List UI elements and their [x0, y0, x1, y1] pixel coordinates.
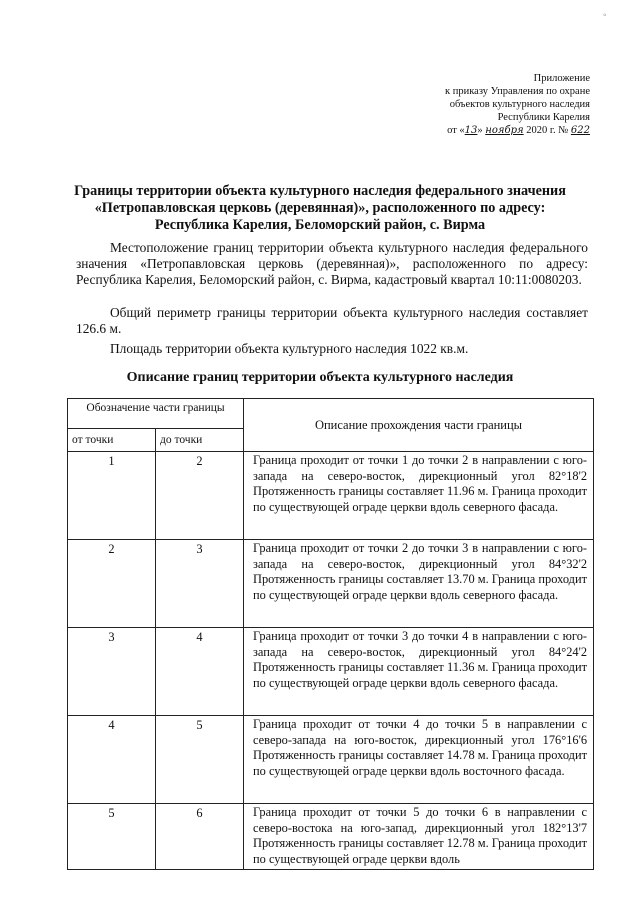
row-to: 3 [156, 540, 244, 628]
table-row [68, 628, 594, 716]
corner-mark: ◦ [603, 10, 607, 21]
table-row [68, 804, 594, 870]
row-from: 3 [68, 628, 156, 716]
appendix-date-line [330, 124, 590, 137]
section-subtitle: Описание границ территории объекта культурного наследия [126, 370, 514, 385]
row-from: 5 [68, 804, 156, 870]
title-line: «Петропавловская церковь (деревянная)», расположенного по адресу: [94, 200, 546, 216]
boundary-table [67, 398, 594, 870]
row-description: Граница проходит от точки 1 до точки 2 в направлении с юго-запада на северо-восток, дирекционный угол 82°18'2 Протяженность границы составляет 11.96 м. Граница проходит по существующей ограде церкви вдоль северного фасада. [244, 452, 594, 540]
row-from: 1 [68, 452, 156, 540]
header-description: Описание прохождения части границы [244, 399, 594, 452]
title-line: Республика Карелия, Беломорский район, с. Вирма [154, 217, 486, 233]
header-group: Обозначение части границы [68, 399, 244, 429]
row-from: 2 [68, 540, 156, 628]
date-mid: » [477, 125, 486, 136]
row-description: Граница проходит от точки 3 до точки 4 в направлении с юго-запада на северо-восток, дирекционный угол 84°24'2 Протяженность границы составляет 11.36 м. Граница проходит по существующей ограде церкви вдоль северного фасада. [244, 628, 594, 716]
order-number: 622 [570, 125, 590, 136]
table-row [68, 716, 594, 804]
appendix-line: Приложение [533, 73, 590, 84]
area-paragraph [76, 341, 588, 357]
date-prefix: от « [447, 125, 465, 136]
location-text: Местоположение границ территории объекта культурного наследия федерального значения «Петропавловская церковь (деревянная)», расположенного по адресу: Республика Карелия, Беломорский район, с. Вирма, кадастровый квартал 10:11:0080203. [76, 240, 588, 287]
table-header-row [68, 399, 594, 429]
perimeter-text: Общий периметр границы территории объекта культурного наследия составляет 126.6 м. [76, 305, 588, 336]
row-to: 5 [156, 716, 244, 804]
row-description: Граница проходит от точки 2 до точки 3 в направлении с юго-запада на северо-восток, дирекционный угол 84°32'2 Протяженность границы составляет 13.70 м. Граница проходит по существующей ограде церкви вдоль северного фасада. [244, 540, 594, 628]
date-year: 2020 г. № [523, 125, 571, 136]
table-row [68, 452, 594, 540]
row-to: 4 [156, 628, 244, 716]
date-day: 13 [464, 125, 478, 136]
date-month: ноября [485, 125, 524, 136]
location-paragraph [76, 240, 588, 288]
appendix-line: к приказу Управления по охране [445, 86, 590, 97]
perimeter-paragraph [76, 305, 588, 337]
document-title [60, 183, 580, 234]
appendix-line: Республики Карелия [497, 112, 590, 123]
title-line: Границы территории объекта культурного наследия федерального значения [74, 183, 566, 199]
row-description: Граница проходит от точки 5 до точки 6 в направлении с северо-востока на юго-запад, дирекционный угол 182°13'7 Протяженность границы составляет 12.78 м. Граница проходит по существующей ограде церкви вдоль [244, 804, 594, 870]
header-to: до точки [156, 429, 244, 452]
row-to: 2 [156, 452, 244, 540]
row-to: 6 [156, 804, 244, 870]
row-description: Граница проходит от точки 4 до точки 5 в направлении с северо-запада на юго-восток, дирекционный угол 176°16'6 Протяженность границы составляет 14.78 м. Граница проходит по существующей ограде церкви вдоль восточного фасада. [244, 716, 594, 804]
header-from: от точки [68, 429, 156, 452]
appendix-block [330, 72, 590, 137]
area-text: Площадь территории объекта культурного наследия 1022 кв.м. [110, 341, 469, 356]
row-from: 4 [68, 716, 156, 804]
table-row [68, 540, 594, 628]
appendix-line: объектов культурного наследия [449, 99, 590, 110]
